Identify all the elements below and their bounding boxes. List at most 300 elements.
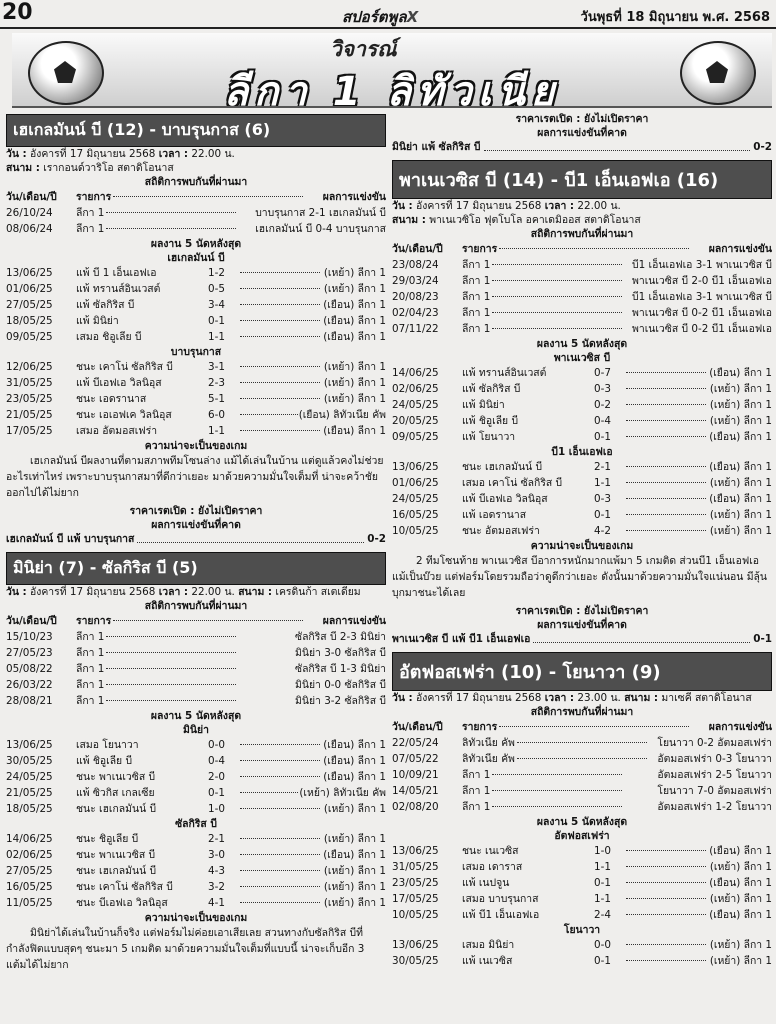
form-opponent: แพ้ ซัลกิริส บี: [462, 383, 521, 395]
form-score: 4-2: [594, 525, 611, 537]
col-date-header: วัน/เดือน/ปี: [392, 243, 443, 255]
form-score: 4-1: [208, 897, 225, 909]
h2h-competition-cell: [76, 205, 255, 221]
form-date: 14/06/25: [392, 367, 439, 379]
form-row: [6, 879, 386, 895]
odds-label: ราคาเรตเปิด : ยังไม่เปิดราคา: [129, 505, 263, 517]
match-venue: พาเนเวซิโอ ฟุตโบโล อคาเดมิออส สตาดิโอนาส: [429, 214, 641, 226]
match-time: 22.00 น.: [191, 148, 235, 160]
match-venue: เครดินก้า สเตเดียม: [275, 586, 361, 598]
left-column: [6, 112, 386, 976]
form-date: 20/05/25: [392, 415, 439, 427]
prediction-score: 0-1: [753, 633, 772, 645]
h2h-row: [392, 751, 772, 767]
form-score: 1-1: [594, 893, 611, 905]
dot-leader: [626, 372, 706, 373]
analysis-text: มินิย่าได้เล่นในบ้านก็จริง แต่ฟอร์มไม่ค่อยเอาเสียเลย สวนทางกับซัลกิริส บีที่กำลังฟิตแบบสุดๆ ชนะมา 5 เกมติด มาด้วยความมั่นใจเต็มที่แบบนี้ น่าจะเก็บอีก 3 แต้มได้ไม่ยาก: [6, 927, 365, 971]
h2h-date: 26/10/24: [6, 207, 53, 219]
match-date: อังคารที่ 17 มิถุนายน 2568: [30, 148, 156, 160]
dot-leader: [106, 228, 236, 229]
h2h-result: บาบรุนกาส 2-1 เฮเกลมันน์ บี: [255, 207, 386, 219]
form-opponent: แพ้ เนปจูน: [462, 877, 510, 889]
form-leader: [624, 507, 710, 523]
h2h-result: โยนาวา 7-0 อัตมอสเฟร่า: [657, 785, 772, 797]
form-date: 14/06/25: [6, 833, 53, 845]
form-venue: (เหย้า) ลีกา 1: [323, 865, 386, 877]
analysis-text: เฮเกลมันน์ บีผลงานที่ตามสภาพทีมโซนล่าง แม้ได้เล่นในบ้าน แต่ดูแล้วคงไม่ช่วยอะไรเท่าไหร่ เพราะบาบรุนกาสมาที่ดีกว่าเยอะ มาด้วยความมั่นใจเต็มที่ น่าจะคว้าชัยออกไปได้ไม่ยาก: [6, 455, 384, 499]
h2h-competition: ลีกา 1: [76, 695, 105, 707]
dot-leader: [492, 328, 622, 329]
form-leader: [238, 831, 324, 847]
dot-leader: [240, 792, 299, 793]
form-row: [392, 429, 772, 445]
time-label: เวลา :: [158, 148, 189, 160]
form-leader: [624, 907, 709, 923]
form-score: 1-1: [208, 425, 225, 437]
section-banner: [12, 33, 772, 108]
dot-leader: [484, 140, 751, 151]
prediction-heading: ผลการแข่งขันที่คาด: [151, 519, 241, 531]
match-time: 22.00 น.: [577, 200, 621, 212]
h2h-competition-cell: [462, 767, 657, 783]
form-row: [6, 737, 386, 753]
dot-leader: [137, 532, 364, 543]
dot-leader: [106, 668, 236, 669]
dot-leader: [626, 466, 706, 467]
form-venue: (เหย้า) ลีกา 1: [323, 393, 386, 405]
form-leader: [238, 879, 324, 895]
form-score: 1-1: [208, 331, 225, 343]
form-venue: (เยือน) ลีกา 1: [709, 493, 772, 505]
form-date: 24/05/25: [6, 771, 53, 783]
match-info: [392, 199, 772, 213]
form-opponent: ชนะ อัตมอสเฟร่า: [462, 525, 540, 537]
h2h-result: มินิย่า 0-0 ซัลกิริส บี: [295, 679, 386, 691]
form-date: 24/05/25: [392, 493, 439, 505]
h2h-date: 27/05/23: [6, 647, 53, 659]
h2h-competition-cell: [76, 693, 295, 709]
h2h-result: มินิย่า 3-2 ซัลกิริส บี: [295, 695, 386, 707]
form-row: [392, 937, 772, 953]
form-opponent: ชนะ เคาโน่ ซัลกิริส บี: [76, 881, 173, 893]
match-date: อังคารที่ 17 มิถุนายน 2568: [30, 586, 156, 598]
dot-leader: [626, 850, 706, 851]
h2h-date: 28/08/21: [6, 695, 53, 707]
form-leader: [238, 769, 323, 785]
form-venue: (เหย้า) ลีกา 1: [323, 283, 386, 295]
match-title: พาเนเวซิส บี (14) - บี1 เอ็นเอฟเอ (16): [392, 160, 772, 199]
form-date: 27/05/25: [6, 299, 53, 311]
form-venue: (เยือน) ลีกา 1: [323, 425, 386, 437]
form-date: 12/06/25: [6, 361, 53, 373]
form-venue: (เหย้า) ลีกา 1: [709, 525, 772, 537]
form-date: 31/05/25: [392, 861, 439, 873]
h2h-date: 15/10/23: [6, 631, 53, 643]
dot-leader: [517, 758, 647, 759]
team-name: โยนาวา: [563, 924, 601, 936]
form-row: [392, 491, 772, 507]
h2h-heading: สถิติการพบกันที่ผ่านมา: [144, 600, 248, 612]
form-row: [392, 891, 772, 907]
form-heading: ผลงาน 5 นัดหลังสุด: [536, 816, 628, 828]
h2h-competition: ลีกา 1: [76, 223, 105, 235]
h2h-competition-cell: [76, 629, 295, 645]
h2h-result: โยนาวา 0-2 อัตมอสเฟร่า: [657, 737, 772, 749]
match-title: เฮเกลมันน์ บี (12) - บาบรุนกาส (6): [6, 114, 386, 147]
venue-label: สนาม :: [238, 586, 273, 598]
form-row: [6, 753, 386, 769]
analysis-text: 2 ทีมโซนท้าย พาเนเวซิส บีอาการหนักมากแพ้มา 5 เกมติด ส่วนบี1 เอ็นเอฟเอแม้เป็นบ๊วย แต่ฟอร์มโดยรวมถือว่าดูดีกว่าเยอะ ดังนั้นมาด้วยความมั่นใจแน่นอน มีลุ้นบุกมาชนะได้เลย: [392, 555, 768, 599]
analysis-heading: ความน่าจะเป็นของเกม: [144, 912, 248, 924]
form-venue: (เยือน) ลีกา 1: [323, 331, 386, 343]
prediction-pick: พาเนเวซิส บี แพ้ บี1 เอ็นเอฟเอ: [392, 633, 531, 645]
form-leader: [238, 407, 299, 423]
form-opponent: แพ้ ซัลกิริส บี: [76, 299, 135, 311]
form-row: [6, 407, 386, 423]
form-score: 3-0: [208, 849, 225, 861]
date-label: วัน :: [6, 148, 27, 160]
h2h-result: ซัลกิริส บี 2-3 มินิย่า: [295, 631, 386, 643]
h2h-row: [392, 257, 772, 273]
form-date: 01/06/25: [392, 477, 439, 489]
form-leader: [624, 843, 709, 859]
h2h-date: 22/05/24: [392, 737, 439, 749]
dot-leader: [240, 320, 320, 321]
h2h-table-header: [392, 241, 772, 257]
banner-title: ลีกา 1 ลิทัวเนีย: [223, 69, 561, 108]
right-column: [392, 112, 772, 969]
form-date: 10/05/25: [392, 909, 439, 921]
form-venue: (เยือน) ลีกา 1: [709, 877, 772, 889]
dot-leader: [240, 336, 320, 337]
form-leader: [624, 365, 709, 381]
form-date: 17/05/25: [392, 893, 439, 905]
h2h-competition-cell: [462, 305, 632, 321]
form-venue: (เหย้า) ลีกา 1: [709, 955, 772, 967]
form-heading: ผลงาน 5 นัดหลังสุด: [536, 338, 628, 350]
h2h-competition: ลีกา 1: [76, 647, 105, 659]
h2h-result: ซัลกิริส บี 1-3 มินิย่า: [295, 663, 386, 675]
form-leader: [624, 859, 710, 875]
h2h-competition: ลีกา 1: [462, 259, 491, 271]
team-name: ซัลกิริส บี: [175, 818, 217, 830]
odds-label: ราคาเรตเปิด : ยังไม่เปิดราคา: [515, 113, 649, 125]
time-label: เวลา :: [544, 200, 575, 212]
match-title: อัตฟอสเฟร่า (10) - โยนาวา (9): [392, 652, 772, 691]
analysis-heading: ความน่าจะเป็นของเกม: [144, 440, 248, 452]
form-venue: (เหย้า) ลีกา 1: [323, 377, 386, 389]
form-opponent: ชนะ เนเวซิส: [462, 845, 519, 857]
form-heading: ผลงาน 5 นัดหลังสุด: [150, 238, 242, 250]
h2h-competition: ลิทัวเนีย คัพ: [462, 753, 515, 765]
form-venue: (เยือน) ลีกา 1: [709, 909, 772, 921]
dot-leader: [626, 866, 706, 867]
h2h-competition: ลีกา 1: [462, 275, 491, 287]
h2h-result: มินิย่า 3-0 ซัลกิริส บี: [295, 647, 386, 659]
form-leader: [238, 359, 324, 375]
form-venue: (เหย้า) ลิทัวเนีย คัพ: [299, 787, 386, 799]
h2h-date: 08/06/24: [6, 223, 53, 235]
form-row: [392, 523, 772, 539]
form-leader: [238, 329, 323, 345]
form-score: 2-1: [594, 461, 611, 473]
h2h-row: [6, 221, 386, 237]
dot-leader: [517, 742, 647, 743]
form-score: 4-3: [208, 865, 225, 877]
h2h-competition-cell: [462, 289, 632, 305]
dot-leader: [106, 212, 236, 213]
h2h-result: พาเนเวซิส บี 0-2 บี1 เอ็นเอฟเอ: [632, 323, 772, 335]
prediction-score: 0-2: [753, 141, 772, 153]
date-label: วัน :: [6, 586, 27, 598]
h2h-result: อัตมอสเฟร่า 0-3 โยนาวา: [657, 753, 772, 765]
form-leader: [624, 491, 709, 507]
col-event-header: [462, 241, 709, 257]
form-venue: (เยือน) ลีกา 1: [709, 461, 772, 473]
dot-leader: [240, 304, 320, 305]
h2h-competition-cell: [462, 735, 657, 751]
form-opponent: เสมอ เคาโน่ ซัลกิริส บี: [462, 477, 563, 489]
h2h-competition: ลีกา 1: [76, 207, 105, 219]
form-venue: (เยือน) ลีกา 1: [323, 739, 386, 751]
form-leader: [624, 875, 709, 891]
col-event-label: รายการ: [76, 191, 112, 203]
col-result-header: ผลการแข่งขัน: [322, 191, 386, 203]
h2h-competition: ลีกา 1: [76, 631, 105, 643]
form-row: [6, 895, 386, 911]
form-row: [6, 801, 386, 817]
dot-leader: [240, 366, 320, 367]
match-date: อังคารที่ 17 มิถุนายน 2568: [416, 200, 542, 212]
form-opponent: ชนะ บีเอฟเอ วิลนิอุส: [76, 897, 168, 909]
issue-date: วันพุธที่ 18 มิถุนายน พ.ศ. 2568: [580, 10, 770, 25]
dot-leader: [240, 808, 320, 809]
col-event-header: [76, 189, 323, 205]
col-event-header: [462, 719, 709, 735]
analysis-heading: ความน่าจะเป็นของเกม: [530, 540, 634, 552]
h2h-date: 23/08/24: [392, 259, 439, 271]
prediction-pick: เฮเกลมันน์ บี แพ้ บาบรุนกาส: [6, 533, 135, 545]
col-event-label: รายการ: [462, 243, 498, 255]
form-opponent: เสมอ บาบรุนกาส: [462, 893, 539, 905]
form-opponent: แพ้ มินิย่า: [462, 399, 505, 411]
form-date: 09/05/25: [392, 431, 439, 443]
team-name: มินิย่า: [183, 724, 209, 736]
h2h-competition-cell: [462, 751, 657, 767]
form-score: 0-2: [594, 399, 611, 411]
h2h-competition: ลีกา 1: [76, 663, 105, 675]
venue-label: สนาม :: [392, 214, 426, 226]
h2h-row: [392, 767, 772, 783]
team-name: เฮเกลมันน์ บี: [167, 252, 225, 264]
h2h-date: 05/08/22: [6, 663, 53, 675]
form-row: [6, 847, 386, 863]
form-opponent: ชนะ เอเอฟเค วิลนิอุส: [76, 409, 172, 421]
form-row: [6, 831, 386, 847]
form-score: 0-1: [594, 431, 611, 443]
form-score: 0-1: [594, 509, 611, 521]
form-date: 16/05/25: [392, 509, 439, 521]
match-info: [392, 691, 772, 705]
spacer: [392, 155, 772, 158]
brand-name: สปอร์ตพูล: [342, 8, 407, 26]
form-score: 1-2: [208, 267, 225, 279]
h2h-date: 07/11/22: [392, 323, 439, 335]
form-date: 23/05/25: [392, 877, 439, 889]
col-result-header: ผลการแข่งขัน: [322, 615, 386, 627]
form-row: [6, 281, 386, 297]
form-venue: (เหย้า) ลีกา 1: [709, 383, 772, 395]
h2h-row: [392, 321, 772, 337]
h2h-row: [392, 735, 772, 751]
form-score: 0-7: [594, 367, 611, 379]
form-score: 0-0: [208, 739, 225, 751]
form-venue: (เยือน) ลีกา 1: [323, 771, 386, 783]
form-leader: [238, 847, 323, 863]
h2h-competition-cell: [76, 645, 295, 661]
h2h-table-header: [392, 719, 772, 735]
h2h-row: [392, 799, 772, 815]
h2h-competition-cell: [462, 783, 657, 799]
venue-label: สนาม :: [6, 162, 40, 174]
dot-leader: [240, 744, 320, 745]
h2h-competition-cell: [76, 677, 295, 693]
prediction-heading: ผลการแข่งขันที่คาด: [537, 619, 627, 631]
form-venue: (เยือน) ลีกา 1: [709, 367, 772, 379]
form-score: 0-1: [208, 315, 225, 327]
form-venue: (เยือน) ลีกา 1: [323, 315, 386, 327]
form-score: 0-1: [594, 955, 611, 967]
dot-leader: [626, 498, 706, 499]
dot-leader: [492, 790, 622, 791]
match-time: 22.00 น.: [191, 586, 235, 598]
brand-x: X: [406, 8, 419, 26]
h2h-competition: ลีกา 1: [462, 801, 491, 813]
dot-leader: [626, 944, 706, 945]
form-row: [6, 769, 386, 785]
dot-leader: [240, 382, 320, 383]
form-date: 13/06/25: [6, 267, 53, 279]
h2h-date: 07/05/22: [392, 753, 439, 765]
form-score: 0-4: [594, 415, 611, 427]
form-row: [392, 459, 772, 475]
h2h-result: พาเนเวซิส บี 2-0 บี1 เอ็นเอฟเอ: [632, 275, 772, 287]
dot-leader: [106, 636, 236, 637]
form-venue: (เหย้า) ลีกา 1: [709, 415, 772, 427]
dot-leader: [492, 296, 622, 297]
h2h-heading: สถิติการพบกันที่ผ่านมา: [530, 228, 634, 240]
form-leader: [238, 423, 323, 439]
form-row: [6, 329, 386, 345]
h2h-result: เฮเกลมันน์ บี 0-4 บาบรุนกาส: [255, 223, 386, 235]
page-header: [0, 0, 776, 30]
dot-leader: [240, 272, 320, 273]
form-venue: (เหย้า) ลีกา 1: [709, 509, 772, 521]
h2h-result: บี1 เอ็นเอฟเอ 3-1 พาเนเวซิส บี: [632, 291, 772, 303]
form-leader: [624, 381, 710, 397]
dot-leader: [240, 414, 299, 415]
col-result-header: ผลการแข่งขัน: [708, 721, 772, 733]
dot-leader: [240, 288, 320, 289]
form-opponent: แพ้ มินิย่า: [76, 315, 119, 327]
match-info: [6, 585, 386, 599]
dot-leader: [492, 280, 622, 281]
page-number: 20: [2, 0, 33, 25]
form-venue: (เหย้า) ลีกา 1: [323, 267, 386, 279]
form-score: 0-1: [594, 877, 611, 889]
form-venue: (เยือน) ลีกา 1: [323, 849, 386, 861]
h2h-row: [392, 289, 772, 305]
h2h-competition: ลิทัวเนีย คัพ: [462, 737, 515, 749]
form-date: 21/05/25: [6, 409, 53, 421]
col-event-label: รายการ: [76, 615, 112, 627]
h2h-competition: ลีกา 1: [462, 307, 491, 319]
form-date: 13/06/25: [6, 739, 53, 751]
team-name: พาเนเวซิส บี: [553, 352, 611, 364]
form-score: 0-3: [594, 383, 611, 395]
dot-leader: [240, 886, 320, 887]
h2h-date: 10/09/21: [392, 769, 439, 781]
dot-leader: [626, 404, 706, 405]
form-opponent: เสมอ มินิย่า: [462, 939, 515, 951]
match-info: [6, 147, 386, 161]
form-leader: [624, 459, 709, 475]
form-leader: [238, 801, 324, 817]
form-opponent: แพ้ ซิวกิส เกลเซีย: [76, 787, 155, 799]
form-date: 02/06/25: [6, 849, 53, 861]
form-date: 09/05/25: [6, 331, 53, 343]
h2h-table-header: [6, 613, 386, 629]
form-score: 1-0: [208, 803, 225, 815]
spacer: [6, 547, 386, 550]
form-venue: (เยือน) ลีกา 1: [709, 431, 772, 443]
form-leader: [238, 863, 324, 879]
odds-label: ราคาเรตเปิด : ยังไม่เปิดราคา: [515, 605, 649, 617]
col-event-header: [76, 613, 323, 629]
h2h-row: [392, 273, 772, 289]
form-opponent: แพ้ โยนาวา: [462, 431, 516, 443]
form-leader: [238, 297, 323, 313]
form-date: 13/06/25: [392, 461, 439, 473]
form-score: 1-0: [594, 845, 611, 857]
form-venue: (เหย้า) ลีกา 1: [709, 861, 772, 873]
h2h-date: 20/08/23: [392, 291, 439, 303]
h2h-row: [6, 629, 386, 645]
match-venue: เรากอนด์วาริโอ สตาดิโอนาส: [43, 162, 174, 174]
form-row: [392, 859, 772, 875]
form-score: 3-1: [208, 361, 225, 373]
h2h-competition: ลีกา 1: [462, 769, 491, 781]
form-venue: (เยือน) ลีกา 1: [323, 299, 386, 311]
form-opponent: แพ้ บี1 เอ็นเอฟเอ: [462, 909, 540, 921]
form-heading: ผลงาน 5 นัดหลังสุด: [150, 710, 242, 722]
h2h-date: 26/03/22: [6, 679, 53, 691]
prediction-pick: มินิย่า แพ้ ซัลกิริส บี: [392, 141, 481, 153]
prediction-row: [6, 532, 386, 547]
form-date: 01/06/25: [6, 283, 53, 295]
form-leader: [238, 281, 324, 297]
form-venue: (เยือน) ลิทัวเนีย คัพ: [298, 409, 386, 421]
form-venue: (เหย้า) ลีกา 1: [709, 477, 772, 489]
form-venue: (เหย้า) ลีกา 1: [709, 399, 772, 411]
form-row: [6, 313, 386, 329]
form-venue: (เหย้า) ลีกา 1: [323, 361, 386, 373]
form-opponent: แพ้ เนเวซิส: [462, 955, 513, 967]
h2h-competition: ลีกา 1: [76, 679, 105, 691]
match-title: มินิย่า (7) - ซัลกิริส บี (5): [6, 552, 386, 585]
form-opponent: เสมอ โยนาวา: [76, 739, 139, 751]
form-date: 18/05/25: [6, 803, 53, 815]
